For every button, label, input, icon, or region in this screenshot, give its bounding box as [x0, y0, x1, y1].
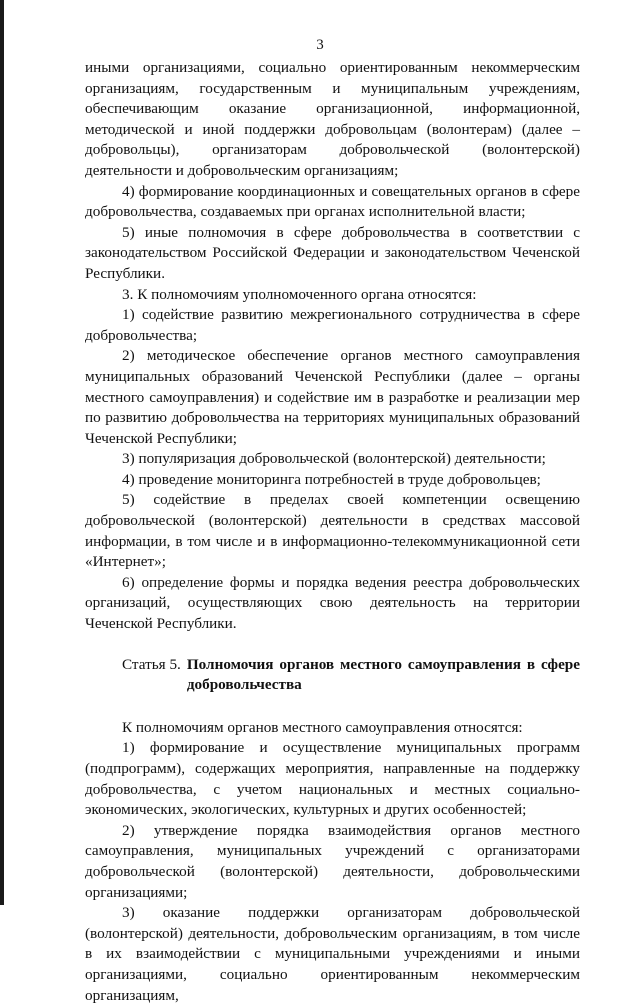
paragraph: 3. К полномочиям уполномоченного органа относятся: [122, 285, 477, 303]
document-body [85, 58, 580, 1006]
paragraph: 4) проведение мониторинга потребностей в труде добровольцев; [122, 470, 541, 488]
paragraph: иными организациями, социально ориентированным некоммерческим организациям, государственным и муниципальным учреждениям, обеспечивающим оказание организационной, информационной, методической и иной поддержки добровольцам (волонтерам) (далее – добровольцы), организаторам добровольческой (волонтерской) деятельности и добровольческим организациям; [85, 59, 580, 179]
paragraph: 1) содействие развитию межрегионального сотрудничества в сфере добровольчества; [85, 306, 580, 344]
paragraph: 2) утверждение порядка взаимодействия органов местного самоуправления, муниципальных учреждений с организаторами добровольческой (волонтерской) деятельности, добровольческими организациями; [85, 821, 580, 901]
scan-left-edge [0, 0, 4, 905]
paragraph: 6) определение формы и порядка ведения реестра добровольческих организаций, осуществляющих свою деятельность на территории Чеченской Республики. [85, 573, 580, 633]
paragraph: 1) формирование и осуществление муниципальных программ (подпрограмм), содержащих мероприятия, направленные на поддержку добровольчества, с учетом национальных и местных социально-экономических, экологических, культурных и других особенностей; [85, 739, 580, 819]
paragraph: 3) популяризация добровольческой (волонтерской) деятельности; [122, 450, 546, 468]
paragraph: 2) методическое обеспечение органов местного самоуправления муниципальных образований Чеченской Республики (далее – органы местного самоуправления) и содействие им в разработке и реализации мер по развитию добровольчества на территориях муниципальных образований Чеченской Республики; [85, 347, 580, 447]
article-heading [85, 655, 580, 696]
article-label: Статья 5. [122, 655, 181, 673]
paragraph: 3) оказание поддержки организаторам добровольческой (волонтерской) деятельности, добровольческим организациям, в том числе в их взаимодействии с муниципальными учреждениями и иными организациями, социально ориентированным некоммерческим организациям, [85, 904, 580, 1004]
paragraph: К полномочиям органов местного самоуправления относятся: [122, 718, 523, 736]
paragraph: 5) содействие в пределах своей компетенции освещению добровольческой (волонтерской) деятельности в средствах массовой информации, в том числе и в информационно-телекоммуникационной сети «Интернет»; [85, 491, 580, 571]
article-title: Полномочия органов местного самоуправления в сфере добровольчества [186, 655, 580, 694]
paragraph: 4) формирование координационных и совещательных органов в сфере добровольчества, создаваемых при органах исполнительной власти; [85, 182, 580, 221]
page-number: 3 [316, 37, 324, 53]
paragraph: 5) иные полномочия в сфере добровольчества в соответствии с законодательством Российской Федерации и законодательством Чеченской Республики. [85, 223, 580, 282]
